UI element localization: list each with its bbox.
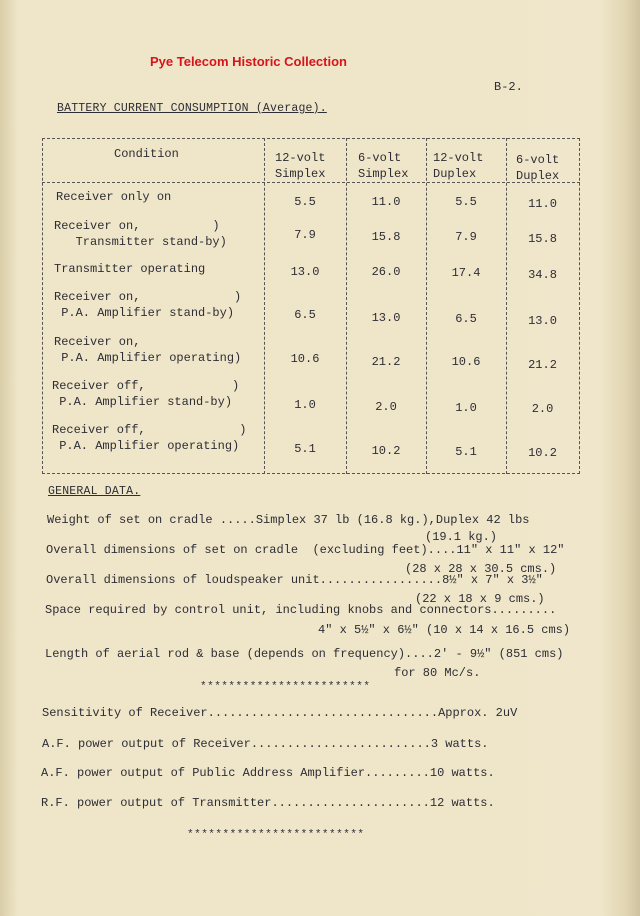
spec-line-control-unit-size: 4" x 5½" x 6½" (10 x 14 x 16.5 cms) — [318, 623, 571, 637]
row-value: 17.4 — [451, 266, 481, 280]
row-value: 10.6 — [451, 355, 481, 369]
row-value: 34.8 — [528, 268, 557, 282]
row-value: 10.2 — [528, 446, 557, 460]
row-value: 1.0 — [294, 398, 316, 412]
row-condition: Receiver only on — [56, 190, 172, 204]
row-condition: Transmitter operating — [54, 262, 206, 276]
row-value: 1.0 — [455, 401, 477, 415]
row-value: 6.5 — [455, 312, 477, 326]
spec-line-weight: Weight of set on cradle .....Simplex 37 lb (16.8 kg.),Duplex 42 lbs — [47, 513, 530, 527]
spec-line-af-pa: A.F. power output of Public Address Amplifier.........10 watts. — [41, 766, 495, 780]
battery-section-title: BATTERY CURRENT CONSUMPTION (Average). — [57, 102, 327, 115]
battery-consumption-table — [42, 138, 580, 474]
row-condition: Receiver on, ) P.A. Amplifier stand-by) — [54, 290, 242, 320]
row-value: 10.2 — [371, 444, 401, 458]
column-header: 12-volt Duplex — [433, 151, 484, 181]
general-data-title: GENERAL DATA. — [48, 485, 141, 498]
row-value: 11.0 — [371, 195, 401, 209]
row-condition: Receiver on, ) Transmitter stand-by) — [54, 219, 227, 249]
spec-line-rf-transmitter: R.F. power output of Transmitter......................12 watts. — [41, 796, 495, 810]
row-value: 2.0 — [531, 402, 554, 416]
spec-line-loudspeaker: Overall dimensions of loudspeaker unit.................8½" x 7" x 3½" — [46, 573, 543, 587]
page-number: B-2. — [494, 80, 523, 94]
row-value: 7.9 — [455, 230, 477, 244]
row-value: 5.1 — [294, 442, 316, 456]
column-header: 6-volt Simplex — [358, 151, 409, 181]
end-separator-stars: ************************* — [187, 829, 365, 841]
row-value: 7.9 — [294, 228, 316, 242]
separator-stars: ************************ — [200, 681, 371, 693]
spec-line-dimensions-metric: (28 x 28 x 30.5 cms.) — [405, 562, 557, 576]
spec-line-aerial-frequency: for 80 Mc/s. — [394, 666, 481, 680]
row-condition: Receiver on, P.A. Amplifier operating) — [54, 335, 242, 365]
row-value: 13.0 — [528, 314, 557, 328]
row-value: 2.0 — [375, 400, 397, 414]
column-header: 6-volt Duplex — [516, 153, 560, 183]
collection-watermark: Pye Telecom Historic Collection — [150, 54, 347, 69]
row-value: 21.2 — [371, 355, 401, 369]
spec-line-loudspeaker-metric: (22 x 18 x 9 cms.) — [415, 592, 545, 606]
row-value: 26.0 — [371, 265, 401, 279]
column-header: Condition — [114, 147, 179, 161]
row-value: 21.2 — [528, 358, 557, 372]
row-condition: Receiver off, ) P.A. Amplifier operating) — [52, 423, 247, 453]
spec-line-aerial: Length of aerial rod & base (depends on frequency)....2' - 9½" (851 cms) — [45, 647, 564, 661]
spec-line-af-receiver: A.F. power output of Receiver.........................3 watts. — [42, 737, 489, 751]
row-value: 13.0 — [290, 265, 320, 279]
row-value: 5.5 — [294, 195, 316, 209]
row-value: 10.6 — [290, 352, 320, 366]
spec-line-sensitivity: Sensitivity of Receiver................................Approx. 2uV — [42, 706, 518, 720]
spec-line-dimensions: Overall dimensions of set on cradle (excluding feet)....11" x 11" x 12" — [46, 543, 565, 557]
row-value: 13.0 — [371, 311, 401, 325]
row-value: 6.5 — [294, 308, 316, 322]
row-value: 5.5 — [455, 195, 477, 209]
column-header: 12-volt Simplex — [275, 151, 326, 181]
row-value: 15.8 — [371, 230, 401, 244]
row-value: 5.1 — [455, 445, 477, 459]
spec-line-weight-metric: (19.1 kg.) — [425, 530, 498, 544]
row-value: 11.0 — [528, 197, 557, 211]
row-value: 15.8 — [528, 232, 557, 246]
spec-line-control-unit: Space required by control unit, including knobs and connectors......... — [45, 603, 557, 617]
row-condition: Receiver off, ) P.A. Amplifier stand-by) — [52, 379, 240, 409]
